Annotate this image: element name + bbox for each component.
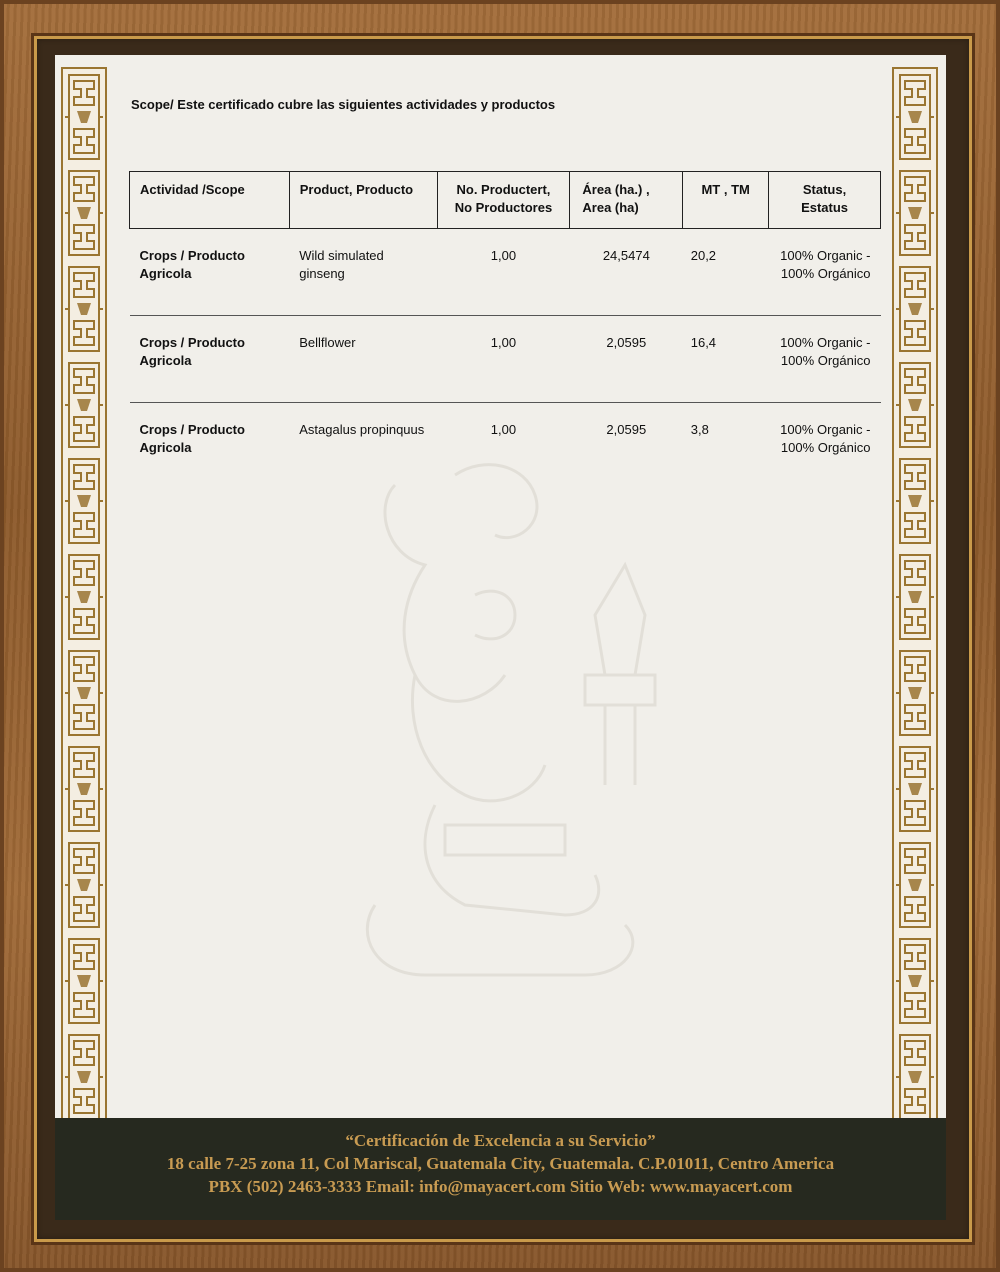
header-activity: Actividad /Scope — [130, 172, 290, 229]
cell-product: Bellflower — [289, 316, 437, 403]
cell-area: 2,0595 — [606, 422, 647, 437]
cell-product: Wild simulated ginseng — [289, 229, 437, 316]
header-area: Área (ha.) , Area (ha) — [570, 172, 683, 229]
mayan-figure-watermark-icon — [335, 445, 695, 1005]
cell-status: 100% Organic - 100% Orgánico — [780, 422, 871, 455]
certificate-page — [55, 55, 946, 1220]
left-ornamental-border — [61, 67, 107, 1122]
scope-table — [129, 171, 881, 489]
header-producers: No. Productert, No Productores — [437, 172, 570, 229]
cell-product: Astagalus propinquus — [299, 422, 425, 437]
cell-mt: 20,2 — [683, 229, 769, 316]
header-status: Status, Estatus — [769, 172, 881, 229]
header-mt: MT , TM — [683, 172, 769, 229]
meander-pattern-icon — [894, 69, 936, 1120]
meander-pattern-icon — [63, 69, 105, 1120]
cell-producers: 1,00 — [437, 229, 570, 316]
cell-producers: 1,00 — [437, 316, 570, 403]
cell-mt: 16,4 — [683, 316, 769, 403]
cell-status: 100% Organic - 100% Orgánico — [769, 229, 881, 316]
footer-contact: PBX (502) 2463-3333 Email: info@mayacert.com Sitio Web: www.mayacert.com — [208, 1177, 793, 1196]
cell-status: 100% Organic - 100% Orgánico — [769, 316, 881, 403]
cell-activity: Crops / Producto Agricola — [130, 316, 290, 403]
cell-mt: 3,8 — [690, 422, 709, 437]
table-row — [130, 403, 881, 490]
footer-motto: “Certificación de Excelencia a su Servicio” — [345, 1131, 656, 1150]
cell-activity: Crops / Producto Agricola — [139, 422, 245, 455]
cell-area: 24,5474 — [570, 229, 683, 316]
table-row — [130, 229, 881, 316]
cell-producers: 1,00 — [490, 422, 517, 437]
cell-activity: Crops / Producto Agricola — [130, 229, 290, 316]
right-ornamental-border — [892, 67, 938, 1122]
scope-title: Scope/ Este certificado cubre las siguientes actividades y productos — [131, 97, 556, 112]
table-row — [130, 316, 881, 403]
footer-address: 18 calle 7-25 zona 11, Col Mariscal, Guatemala City, Guatemala. C.P.01011, Centro America — [166, 1154, 835, 1173]
header-product: Product, Producto — [289, 172, 437, 229]
table-header-row — [130, 172, 881, 229]
cell-area: 2,0595 — [570, 316, 683, 403]
certificate-footer — [55, 1118, 946, 1220]
